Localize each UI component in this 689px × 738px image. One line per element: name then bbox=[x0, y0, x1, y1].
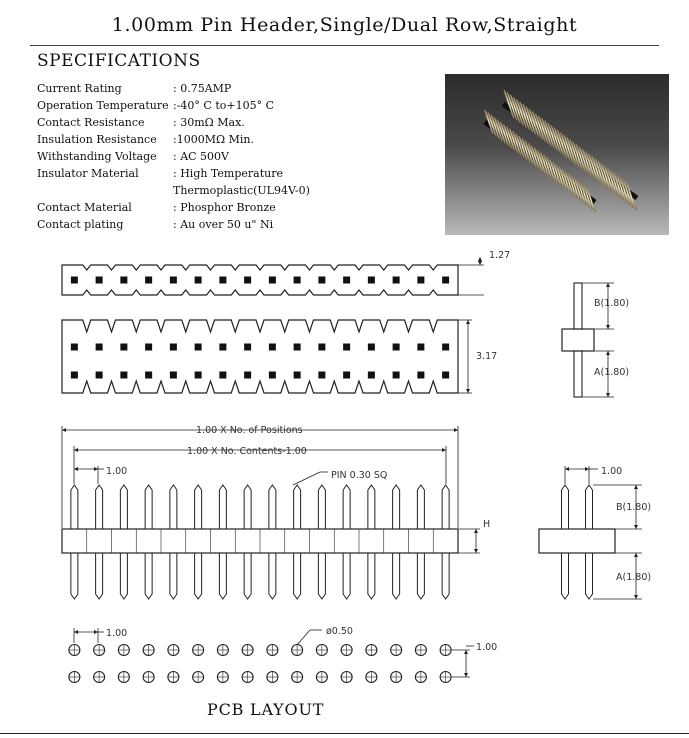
spec-value: Thermoplastic(UL94V-0) bbox=[173, 184, 310, 197]
front-view-pin-bottom bbox=[393, 553, 400, 599]
dual-row-pin bbox=[145, 372, 152, 379]
dual-row-pin bbox=[343, 344, 350, 351]
front-view-pin-top bbox=[318, 485, 325, 529]
front-view-pin-top bbox=[269, 485, 276, 529]
dual-row-pin bbox=[170, 344, 177, 351]
arrow-head bbox=[454, 428, 458, 432]
hole-diameter-label: ø0.50 bbox=[326, 626, 353, 637]
spec-value: : Au over 50 u" Ni bbox=[173, 218, 274, 231]
side2-b-label: B(1.80) bbox=[616, 502, 652, 513]
arrow-head bbox=[442, 448, 446, 452]
side2-body bbox=[539, 529, 615, 553]
front-view-pin-top bbox=[71, 485, 78, 529]
spec-value: : 30mΩ Max. bbox=[173, 116, 245, 129]
spec-value: :-40° C to+105° C bbox=[173, 99, 274, 112]
page-title: 1.00mm Pin Header,Single/Dual Row,Straight bbox=[111, 14, 578, 36]
arrow-head bbox=[94, 467, 98, 471]
dual-row-pin bbox=[170, 372, 177, 379]
side-view-body bbox=[562, 329, 594, 351]
front-view-pin-bottom bbox=[145, 553, 152, 599]
arrow-head bbox=[74, 630, 78, 634]
front-view-pin-bottom bbox=[368, 553, 375, 599]
dual-row-pin bbox=[417, 344, 424, 351]
dual-row-pin bbox=[120, 372, 127, 379]
single-row-pin bbox=[96, 277, 103, 284]
arrow-head bbox=[606, 325, 610, 329]
single-row-pin bbox=[244, 277, 251, 284]
spec-value: :1000MΩ Min. bbox=[173, 133, 254, 146]
side-view-pin-bottom bbox=[574, 351, 582, 397]
dual-row-pin bbox=[417, 372, 424, 379]
dual-row-pin bbox=[343, 372, 350, 379]
front-view-pin-bottom bbox=[244, 553, 251, 599]
arrow-head bbox=[474, 549, 478, 553]
front-view-pin-bottom bbox=[442, 553, 449, 599]
single-row-pin bbox=[71, 277, 78, 284]
dual-row-pin bbox=[145, 344, 152, 351]
dual-row-pin bbox=[442, 344, 449, 351]
single-row-pin bbox=[269, 277, 276, 284]
arrow-head bbox=[464, 650, 468, 654]
front-view-pin-bottom bbox=[269, 553, 276, 599]
dual-row-pin bbox=[368, 344, 375, 351]
contacts-length-label: 1.00 X No. Contents-1.00 bbox=[187, 446, 307, 457]
front-view-pin-bottom bbox=[343, 553, 350, 599]
bottom-border bbox=[0, 733, 689, 734]
dual-row-pin bbox=[71, 372, 78, 379]
arrow-head bbox=[585, 467, 589, 471]
side2-pin-top bbox=[562, 485, 569, 529]
arrow-head bbox=[464, 673, 468, 677]
spec-value: : Phosphor Bronze bbox=[173, 201, 276, 214]
spec-value: : 0.75AMP bbox=[173, 82, 232, 95]
pin-size-label: PIN 0.30 SQ bbox=[331, 470, 388, 481]
front-view-pin-bottom bbox=[170, 553, 177, 599]
single-row-pin bbox=[294, 277, 301, 284]
spec-label: Contact plating bbox=[37, 218, 124, 231]
spec-value: : High Temperature bbox=[173, 167, 283, 180]
arrow-head bbox=[62, 428, 66, 432]
dual-row-pin bbox=[269, 344, 276, 351]
spec-label: Insulator Material bbox=[37, 167, 139, 180]
front-view-pin-top bbox=[442, 485, 449, 529]
side2-pin-top bbox=[586, 485, 593, 529]
arrow-head bbox=[606, 393, 610, 397]
side2-pin-bottom bbox=[562, 553, 569, 599]
single-row-pin bbox=[145, 277, 152, 284]
spec-label: Contact Resistance bbox=[37, 116, 145, 129]
dual-row-pin bbox=[393, 344, 400, 351]
body-height-label: H bbox=[483, 519, 491, 530]
arrow-head bbox=[478, 257, 482, 261]
single-row-pin bbox=[393, 277, 400, 284]
pcb-row-pitch-label: 1.00 bbox=[476, 642, 498, 653]
single-row-pin bbox=[442, 277, 449, 284]
dual-row-pin bbox=[71, 344, 78, 351]
spec-label: Contact Material bbox=[37, 201, 132, 214]
front-view-pin-bottom bbox=[294, 553, 301, 599]
side2-pin-bottom bbox=[586, 553, 593, 599]
single-row-pin bbox=[170, 277, 177, 284]
dual-row-pin bbox=[120, 344, 127, 351]
pcb-pitch-label: 1.00 bbox=[106, 628, 128, 639]
arrow-head bbox=[474, 529, 478, 533]
front-view-pin-top bbox=[343, 485, 350, 529]
front-view-pin-top bbox=[120, 485, 127, 529]
side2-a-label: A(1.80) bbox=[616, 572, 652, 583]
front-view-pin-top bbox=[368, 485, 375, 529]
dual-row-pin bbox=[393, 372, 400, 379]
dual-row-pin bbox=[195, 372, 202, 379]
dual-row-pin bbox=[195, 344, 202, 351]
spec-label: Current Rating bbox=[37, 82, 122, 95]
arrow-head bbox=[74, 448, 78, 452]
dual-row-pin bbox=[368, 372, 375, 379]
arrow-head bbox=[634, 525, 638, 529]
dual-row-pin bbox=[244, 372, 251, 379]
single-row-pin bbox=[195, 277, 202, 284]
single-row-pin bbox=[368, 277, 375, 284]
front-view-pin-top bbox=[244, 485, 251, 529]
front-view-pin-bottom bbox=[195, 553, 202, 599]
single-row-pin bbox=[219, 277, 226, 284]
arrow-head bbox=[565, 467, 569, 471]
single-row-pin bbox=[417, 277, 424, 284]
spec-label: Withstanding Voltage bbox=[37, 150, 157, 163]
dual-row-pin bbox=[318, 372, 325, 379]
front-view-pin-bottom bbox=[219, 553, 226, 599]
front-view-pin-top bbox=[294, 485, 301, 529]
front-view-pin-top bbox=[145, 485, 152, 529]
pitch-label: 1.00 bbox=[106, 466, 128, 477]
arrow-head bbox=[634, 553, 638, 557]
dual-row-pin bbox=[318, 344, 325, 351]
arrow-head bbox=[606, 283, 610, 287]
dual-row-pin bbox=[219, 344, 226, 351]
arrow-head bbox=[94, 630, 98, 634]
spec-label: Insulation Resistance bbox=[37, 133, 157, 146]
dual-row-pin bbox=[269, 372, 276, 379]
dual-row-pin bbox=[96, 372, 103, 379]
side-b-label: B(1.80) bbox=[594, 298, 630, 309]
dual-row-pin bbox=[294, 372, 301, 379]
dual-row-pin bbox=[244, 344, 251, 351]
front-view-pin-top bbox=[393, 485, 400, 529]
arrow-head bbox=[466, 389, 470, 393]
arrow-head bbox=[634, 595, 638, 599]
pin-size-leader bbox=[293, 472, 320, 485]
front-view-pin-bottom bbox=[71, 553, 78, 599]
side-view-pin-top bbox=[574, 283, 582, 329]
arrow-head bbox=[478, 261, 482, 265]
front-view-pin-bottom bbox=[120, 553, 127, 599]
single-row-pin bbox=[318, 277, 325, 284]
front-view-pin-top bbox=[195, 485, 202, 529]
dual-row-pin bbox=[96, 344, 103, 351]
dual-row-pin bbox=[294, 344, 301, 351]
pcb-layout-label: PCB LAYOUT bbox=[207, 700, 325, 719]
front-view-pin-bottom bbox=[96, 553, 103, 599]
side-a-label: A(1.80) bbox=[594, 367, 630, 378]
front-view-pin-top bbox=[96, 485, 103, 529]
arrow-head bbox=[634, 485, 638, 489]
front-view-pin-top bbox=[417, 485, 424, 529]
dual-row-pin bbox=[442, 372, 449, 379]
front-view-pin-top bbox=[219, 485, 226, 529]
arrow-head bbox=[74, 467, 78, 471]
spec-label: Operation Temperature bbox=[37, 99, 169, 112]
single-row-pin bbox=[120, 277, 127, 284]
dual-row-height-label: 3.17 bbox=[476, 351, 498, 362]
side-pitch-label: 1.00 bbox=[601, 466, 623, 477]
overall-length-label: 1.00 X No. of Positions bbox=[196, 425, 303, 436]
spec-value: : AC 500V bbox=[173, 150, 229, 163]
single-row-height-label: 1.27 bbox=[489, 250, 511, 261]
front-view-pin-bottom bbox=[417, 553, 424, 599]
arrow-head bbox=[466, 320, 470, 324]
specifications-heading: SPECIFICATIONS bbox=[37, 51, 201, 71]
front-view-pin-top bbox=[170, 485, 177, 529]
arrow-head bbox=[606, 351, 610, 355]
front-view-pin-bottom bbox=[318, 553, 325, 599]
hole-diameter-leader bbox=[297, 630, 310, 645]
dual-row-pin bbox=[219, 372, 226, 379]
dual-row-body-outline bbox=[62, 320, 458, 393]
single-row-pin bbox=[343, 277, 350, 284]
